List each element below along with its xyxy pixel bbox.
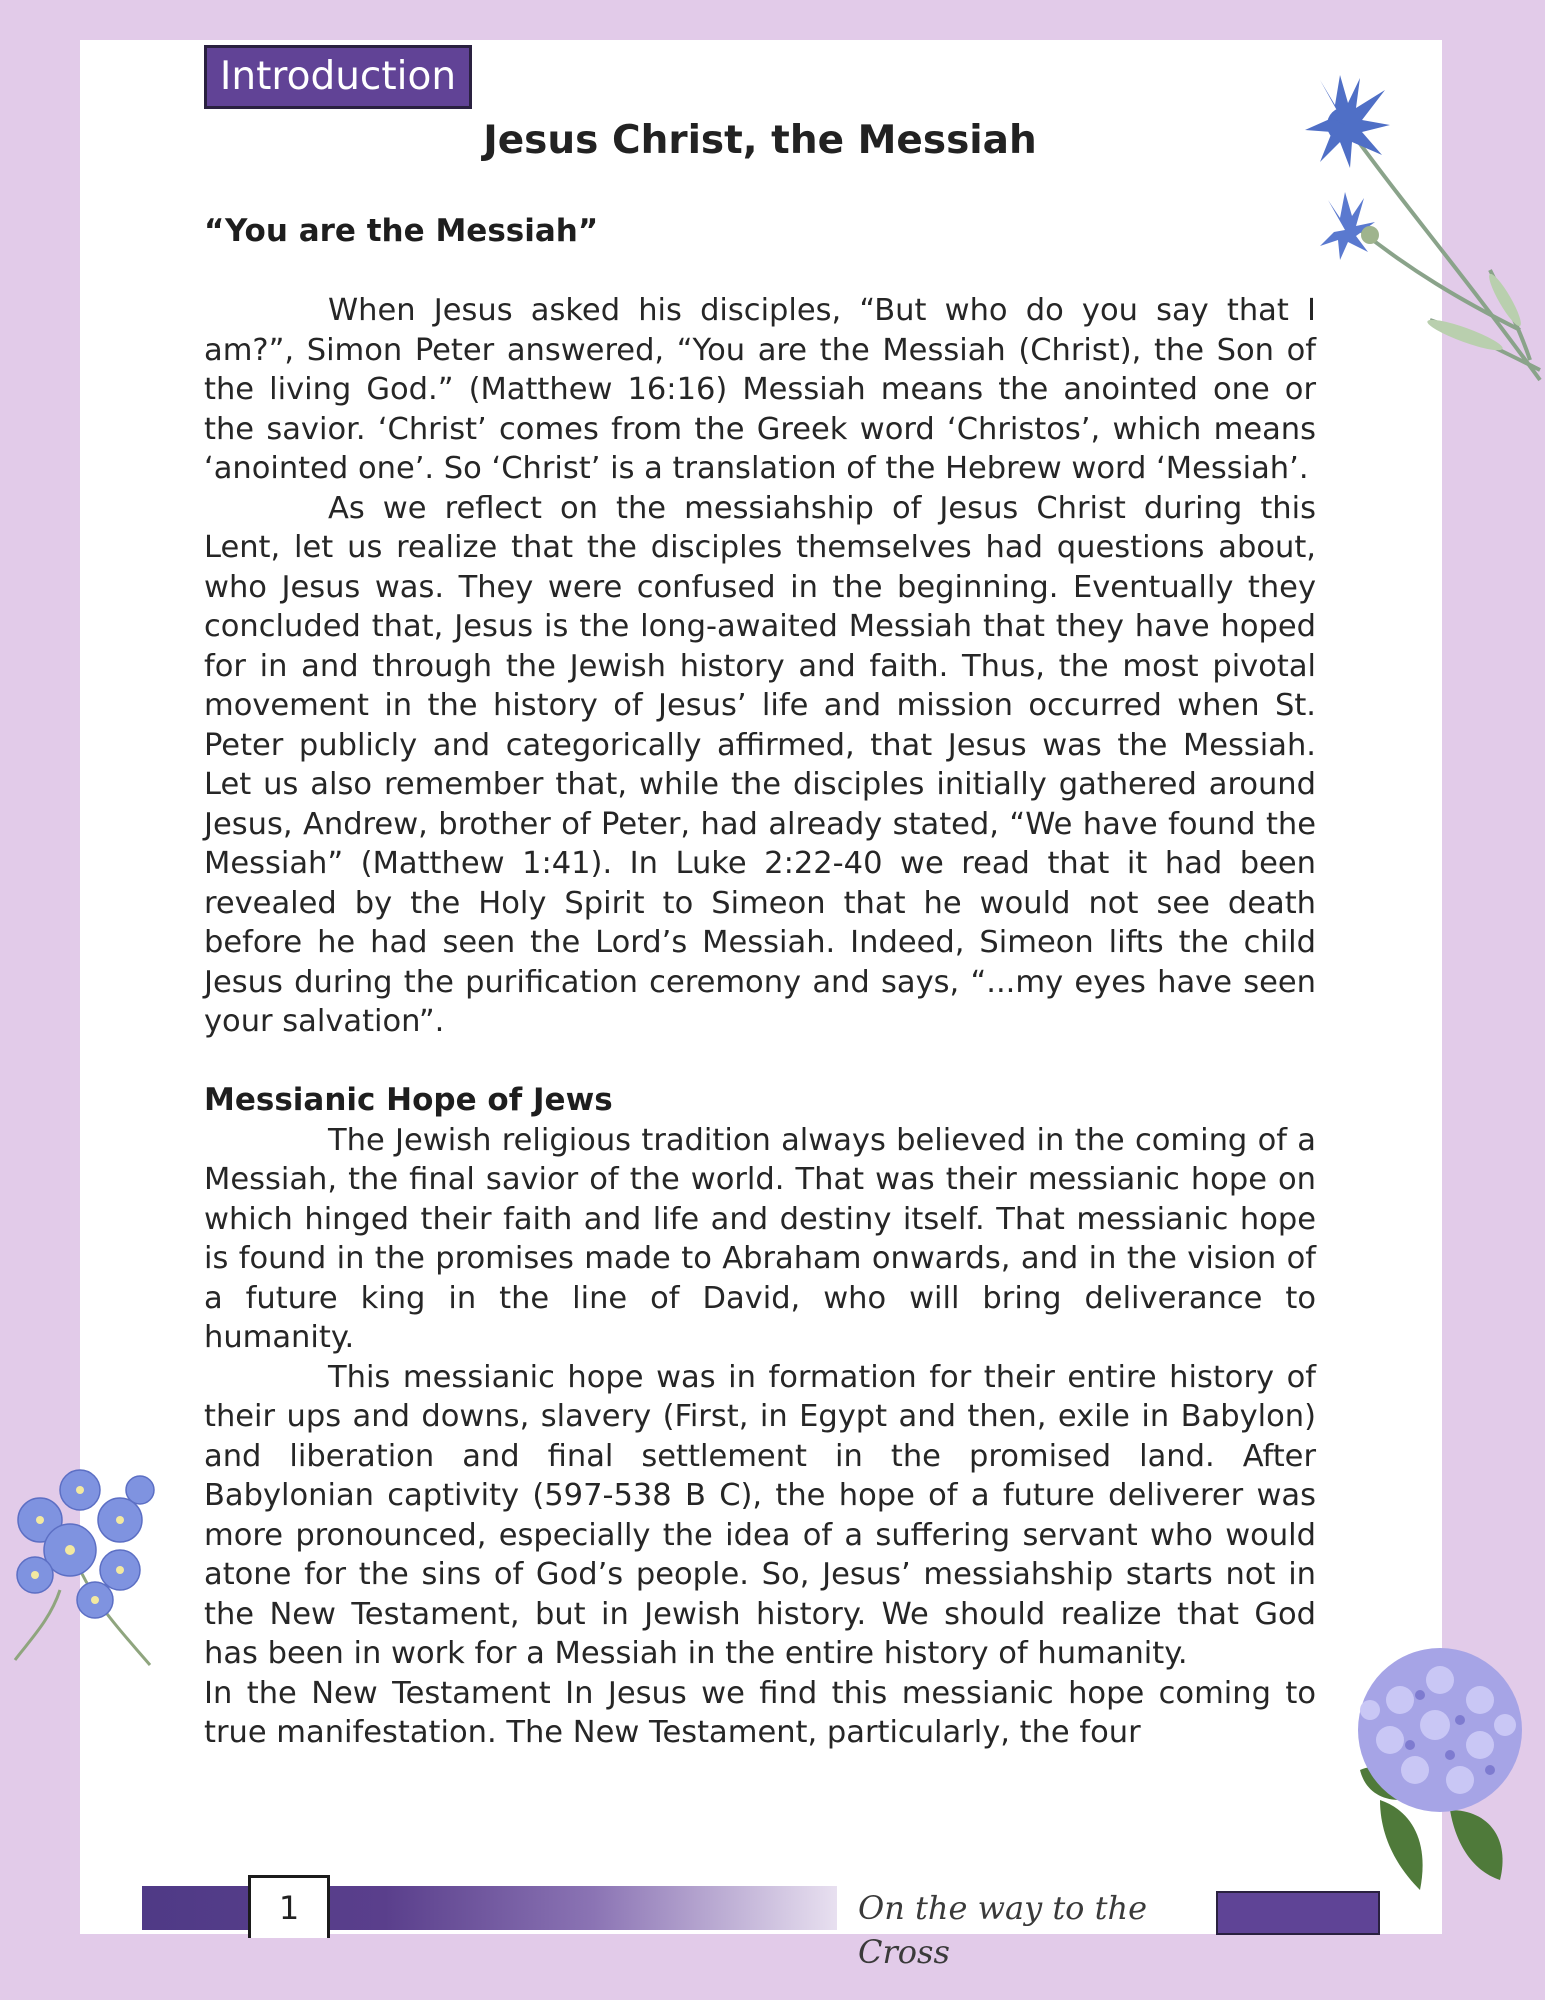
section-heading: Messianic Hope of Jews [204, 1082, 613, 1118]
paragraph: When Jesus asked his disciples, “But who do you say that I am?”, Simon Peter answered, “You are the Messiah (Christ), the Son of the living God.” (Matthew 16:16) Messiah means the anointed one or the savior. ‘Christ’ comes from the Greek word ‘Christos’, which means ‘anointed one’. So ‘Christ’ is a translation of the Hebrew word ‘Messiah’. [204, 293, 1316, 486]
cornflower-icon [1290, 70, 1545, 390]
running-title: On the way to the Cross [858, 1889, 1148, 1971]
page-number: 1 [248, 1875, 330, 1938]
paragraph: The Jewish religious tradition always believed in the coming of a Messiah, the final savior of the world. That was their messianic hope on which hinged their faith and life and destiny itself. That messianic hope is found in the promises made to Abraham onwards, and in the vision of a future king in the line of David, who will bring deliverance to humanity. [204, 1122, 1316, 1355]
paragraph: In the New Testament In Jesus we find this messianic hope coming to true manifestation. The New Testament, particularly, the four [204, 1675, 1316, 1750]
forget-me-not-icon [0, 1450, 170, 1670]
footer-accent-block [1216, 1891, 1380, 1935]
paragraph: This messianic hope was in formation for their entire history of their ups and downs, slavery (First, in Egypt and then, exile in Babylon) and liberation and final settlement in the promised land. After Babylonian captivity (597-538 B C), the hope of a future deliverer was more pronounced, especially the idea of a suffering servant who would atone for the sins of God’s people. So, Jesus’ messiahship starts not in the New Testament, but in Jewish history. We should realize that God has been in work for a Messiah in the entire history of humanity. [204, 1359, 1316, 1671]
article-body [204, 212, 1316, 1753]
page-title: Jesus Christ, the Messiah [483, 118, 1037, 163]
section-heading: “You are the Messiah” [204, 213, 599, 249]
paragraph: As we reflect on the messiahship of Jesus Christ during this Lent, let us realize that the disciples themselves had questions about, who Jesus was. They were confused in the beginning. Eventually they concluded that, Jesus is the long-awaited Messiah that they have hoped for in and through the Jewish history and faith. Thus, the most pivotal movement in the history of Jesus’ life and mission occurred when St. Peter publicly and categorically affirmed, that Jesus was the Messiah. Let us also remember that, while the disciples initially gathered around Jesus, Andrew, brother of Peter, had already stated, “We have found the Messiah” (Matthew 1:41). In Luke 2:22-40 we read that it had been revealed by the Holy Spirit to Simeon that he would not see death before he had seen the Lord’s Messiah. Indeed, Simeon lifts the child Jesus during the purification ceremony and says, “...my eyes have seen your salvation”. [204, 490, 1316, 1039]
hydrangea-icon [1340, 1640, 1545, 1900]
section-tag: Introduction [204, 45, 472, 109]
footer-bar [142, 1886, 837, 1930]
